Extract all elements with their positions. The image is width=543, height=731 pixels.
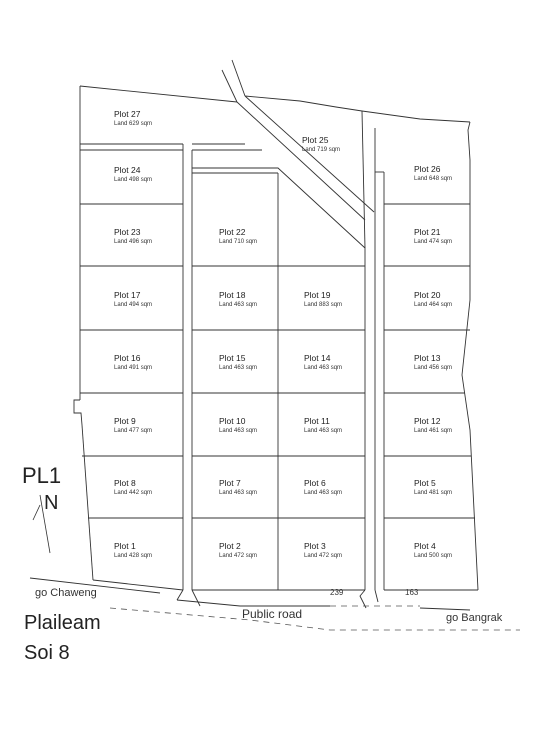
plot-16-land: Land 491 sqm (114, 365, 153, 371)
plot-5-name: Plot 5 (414, 478, 436, 488)
plot-14-name: Plot 14 (304, 353, 331, 363)
boundary-line (177, 590, 183, 600)
boundary-line (360, 590, 366, 608)
plot-10-name: Plot 10 (219, 416, 246, 426)
plot-26-land: Land 648 sqm (414, 176, 453, 182)
plot-17-name: Plot 17 (114, 290, 141, 300)
plot-boundaries (30, 60, 478, 610)
plot-20-name: Plot 20 (414, 290, 441, 300)
boundary-line (237, 102, 365, 220)
parcel-239-label: 239 (330, 588, 344, 597)
boundary-line (375, 590, 378, 602)
public-road-label: Public road (242, 607, 303, 621)
plot-24-name: Plot 24 (114, 165, 141, 175)
plot-4-land: Land 500 sqm (414, 553, 453, 559)
plot-11-name: Plot 11 (304, 416, 330, 426)
plot-13-land: Land 456 sqm (414, 365, 453, 371)
plot-2-name: Plot 2 (219, 541, 241, 551)
plot-12-land: Land 461 sqm (414, 428, 453, 434)
go-chaweng-label: go Chaweng (35, 587, 97, 599)
go-bangrak-label: go Bangrak (446, 612, 503, 624)
boundary-line (462, 122, 478, 590)
north-label: N (44, 492, 59, 514)
plot-12-name: Plot 12 (414, 416, 441, 426)
plot-17-land: Land 494 sqm (114, 302, 153, 308)
boundary-line (245, 96, 374, 212)
project-name-line2: Soi 8 (24, 642, 70, 664)
plot-16-name: Plot 16 (114, 353, 141, 363)
plot-2-land: Land 472 sqm (219, 553, 258, 559)
plot-6-name: Plot 6 (304, 478, 326, 488)
boundary-line (93, 580, 183, 590)
plot-23-name: Plot 23 (114, 227, 141, 237)
project-name-line1: Plaileam (24, 612, 101, 634)
plot-1-land: Land 428 sqm (114, 553, 153, 559)
parcel-163-label: 163 (405, 588, 419, 597)
plot-7-name: Plot 7 (219, 478, 241, 488)
plot-20-land: Land 464 sqm (414, 302, 453, 308)
plot-13-name: Plot 13 (414, 353, 441, 363)
plot-18-land: Land 463 sqm (219, 302, 258, 308)
plot-25-name: Plot 25 (302, 135, 329, 145)
plot-1-name: Plot 1 (114, 541, 136, 551)
plot-27-land: Land 629 sqm (114, 121, 153, 127)
plot-14-land: Land 463 sqm (304, 365, 343, 371)
plot-27-name: Plot 27 (114, 109, 141, 119)
boundary-line (245, 96, 470, 122)
boundary-line (82, 425, 93, 580)
boundary-line (80, 86, 237, 102)
plot-3-name: Plot 3 (304, 541, 326, 551)
boundary-line (222, 70, 237, 102)
plot-22-name: Plot 22 (219, 227, 246, 237)
plot-9-name: Plot 9 (114, 416, 136, 426)
map-id-label: PL1 (22, 463, 62, 488)
plot-11-land: Land 463 sqm (304, 428, 343, 434)
boundary-line (192, 590, 200, 606)
plot-26-name: Plot 26 (414, 164, 441, 174)
plot-4-name: Plot 4 (414, 541, 436, 551)
plot-5-land: Land 481 sqm (414, 490, 453, 496)
plot-19-land: Land 883 sqm (304, 302, 343, 308)
plot-24-land: Land 498 sqm (114, 177, 153, 183)
plot-6-land: Land 463 sqm (304, 490, 343, 496)
road-line (420, 608, 470, 610)
boundary-line (232, 60, 245, 96)
plot-15-name: Plot 15 (219, 353, 246, 363)
plot-21-name: Plot 21 (414, 227, 441, 237)
plot-21-land: Land 474 sqm (414, 239, 453, 245)
plot-22-land: Land 710 sqm (219, 239, 258, 245)
plot-8-name: Plot 8 (114, 478, 136, 488)
plot-15-land: Land 463 sqm (219, 365, 258, 371)
plot-19-name: Plot 19 (304, 290, 331, 300)
plot-25-land: Land 719 sqm (302, 147, 341, 153)
plot-7-land: Land 463 sqm (219, 490, 258, 496)
plot-10-land: Land 463 sqm (219, 428, 258, 434)
plot-9-land: Land 477 sqm (114, 428, 153, 434)
plot-3-land: Land 472 sqm (304, 553, 343, 559)
plot-18-name: Plot 18 (219, 290, 246, 300)
plot-23-land: Land 496 sqm (114, 239, 153, 245)
boundary-line (74, 400, 82, 425)
boundary-line (362, 111, 365, 248)
plot-8-land: Land 442 sqm (114, 490, 153, 496)
